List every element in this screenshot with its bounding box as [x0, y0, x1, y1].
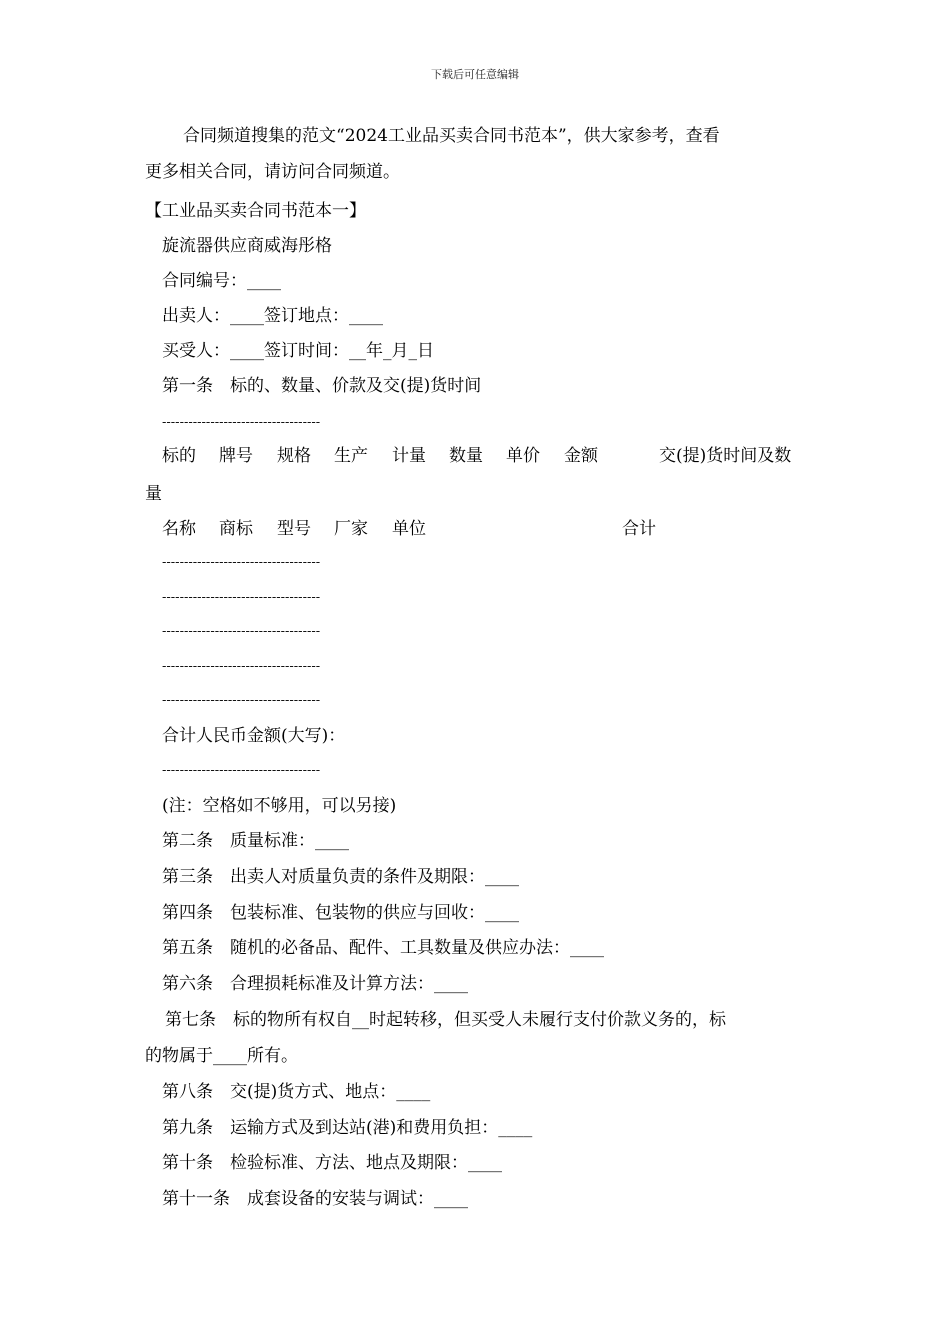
article-7-line-2: 的物属于____所有。 — [145, 1046, 298, 1066]
col-header: 单位 — [392, 519, 426, 539]
col-header: 标的 — [162, 446, 196, 466]
article-1: 第一条 标的、数量、价款及交(提)货时间 — [162, 376, 482, 396]
note-line: (注：空格如不够用，可以另接) — [162, 796, 397, 816]
section-title: 【工业品买卖合同书范本一】 — [145, 201, 366, 221]
article-9: 第九条 运输方式及到达站(港)和费用负担：____ — [162, 1118, 533, 1138]
separator-line: ------------------------------------ — [162, 693, 321, 708]
col-header: 厂家 — [334, 519, 368, 539]
article-3: 第三条 出卖人对质量负责的条件及期限：____ — [162, 867, 519, 887]
article-4: 第四条 包装标准、包装物的供应与回收：____ — [162, 903, 519, 923]
intro-line-1: 合同频道搜集的范文“2024工业品买卖合同书范本”，供大家参考，查看 — [183, 126, 720, 146]
col-header: 计量 — [392, 446, 426, 466]
seller-line: 出卖人：____签订地点：____ — [162, 306, 383, 326]
total-amount-label: 合计人民币金额(大写)： — [162, 726, 346, 746]
contract-number: 合同编号：____ — [162, 271, 281, 291]
intro-line-2: 更多相关合同，请访问合同频道。 — [145, 162, 400, 182]
col-header: 单价 — [506, 446, 540, 466]
supplier-line: 旋流器供应商威海彤格 — [162, 236, 332, 256]
separator-line: ------------------------------------ — [162, 659, 321, 674]
separator-line: ------------------------------------ — [162, 624, 321, 639]
page-header: 下载后可任意编辑 — [431, 68, 519, 81]
col-header: 规格 — [277, 446, 311, 466]
col-header: 数量 — [449, 446, 483, 466]
col-header: 合计 — [622, 519, 656, 539]
article-7-line-1: 第七条 标的物所有权自__时起转移，但买受人未履行支付价款义务的，标 — [165, 1010, 726, 1030]
col-header: 牌号 — [219, 446, 253, 466]
article-11: 第十一条 成套设备的安装与调试：____ — [162, 1189, 468, 1209]
separator-line: ------------------------------------ — [162, 415, 321, 430]
table-header-row-1 — [162, 446, 827, 466]
table-header-wrap: 量 — [145, 484, 162, 504]
separator-line: ------------------------------------ — [162, 763, 321, 778]
article-5: 第五条 随机的必备品、配件、工具数量及供应办法：____ — [162, 938, 604, 958]
col-header: 交(提)货时间及数 — [659, 446, 792, 466]
col-header: 商标 — [219, 519, 253, 539]
article-8: 第八条 交(提)货方式、地点：____ — [162, 1082, 431, 1102]
col-header: 生产 — [334, 446, 368, 466]
separator-line: ------------------------------------ — [162, 590, 321, 605]
col-header: 名称 — [162, 519, 196, 539]
article-10: 第十条 检验标准、方法、地点及期限：____ — [162, 1153, 502, 1173]
table-header-row-2 — [162, 519, 827, 539]
separator-line: ------------------------------------ — [162, 555, 321, 570]
article-2: 第二条 质量标准：____ — [162, 831, 349, 851]
col-header: 型号 — [277, 519, 311, 539]
col-header: 金额 — [564, 446, 598, 466]
article-6: 第六条 合理损耗标准及计算方法：____ — [162, 974, 468, 994]
buyer-line: 买受人：____签订时间：__年_月_日 — [162, 341, 434, 361]
